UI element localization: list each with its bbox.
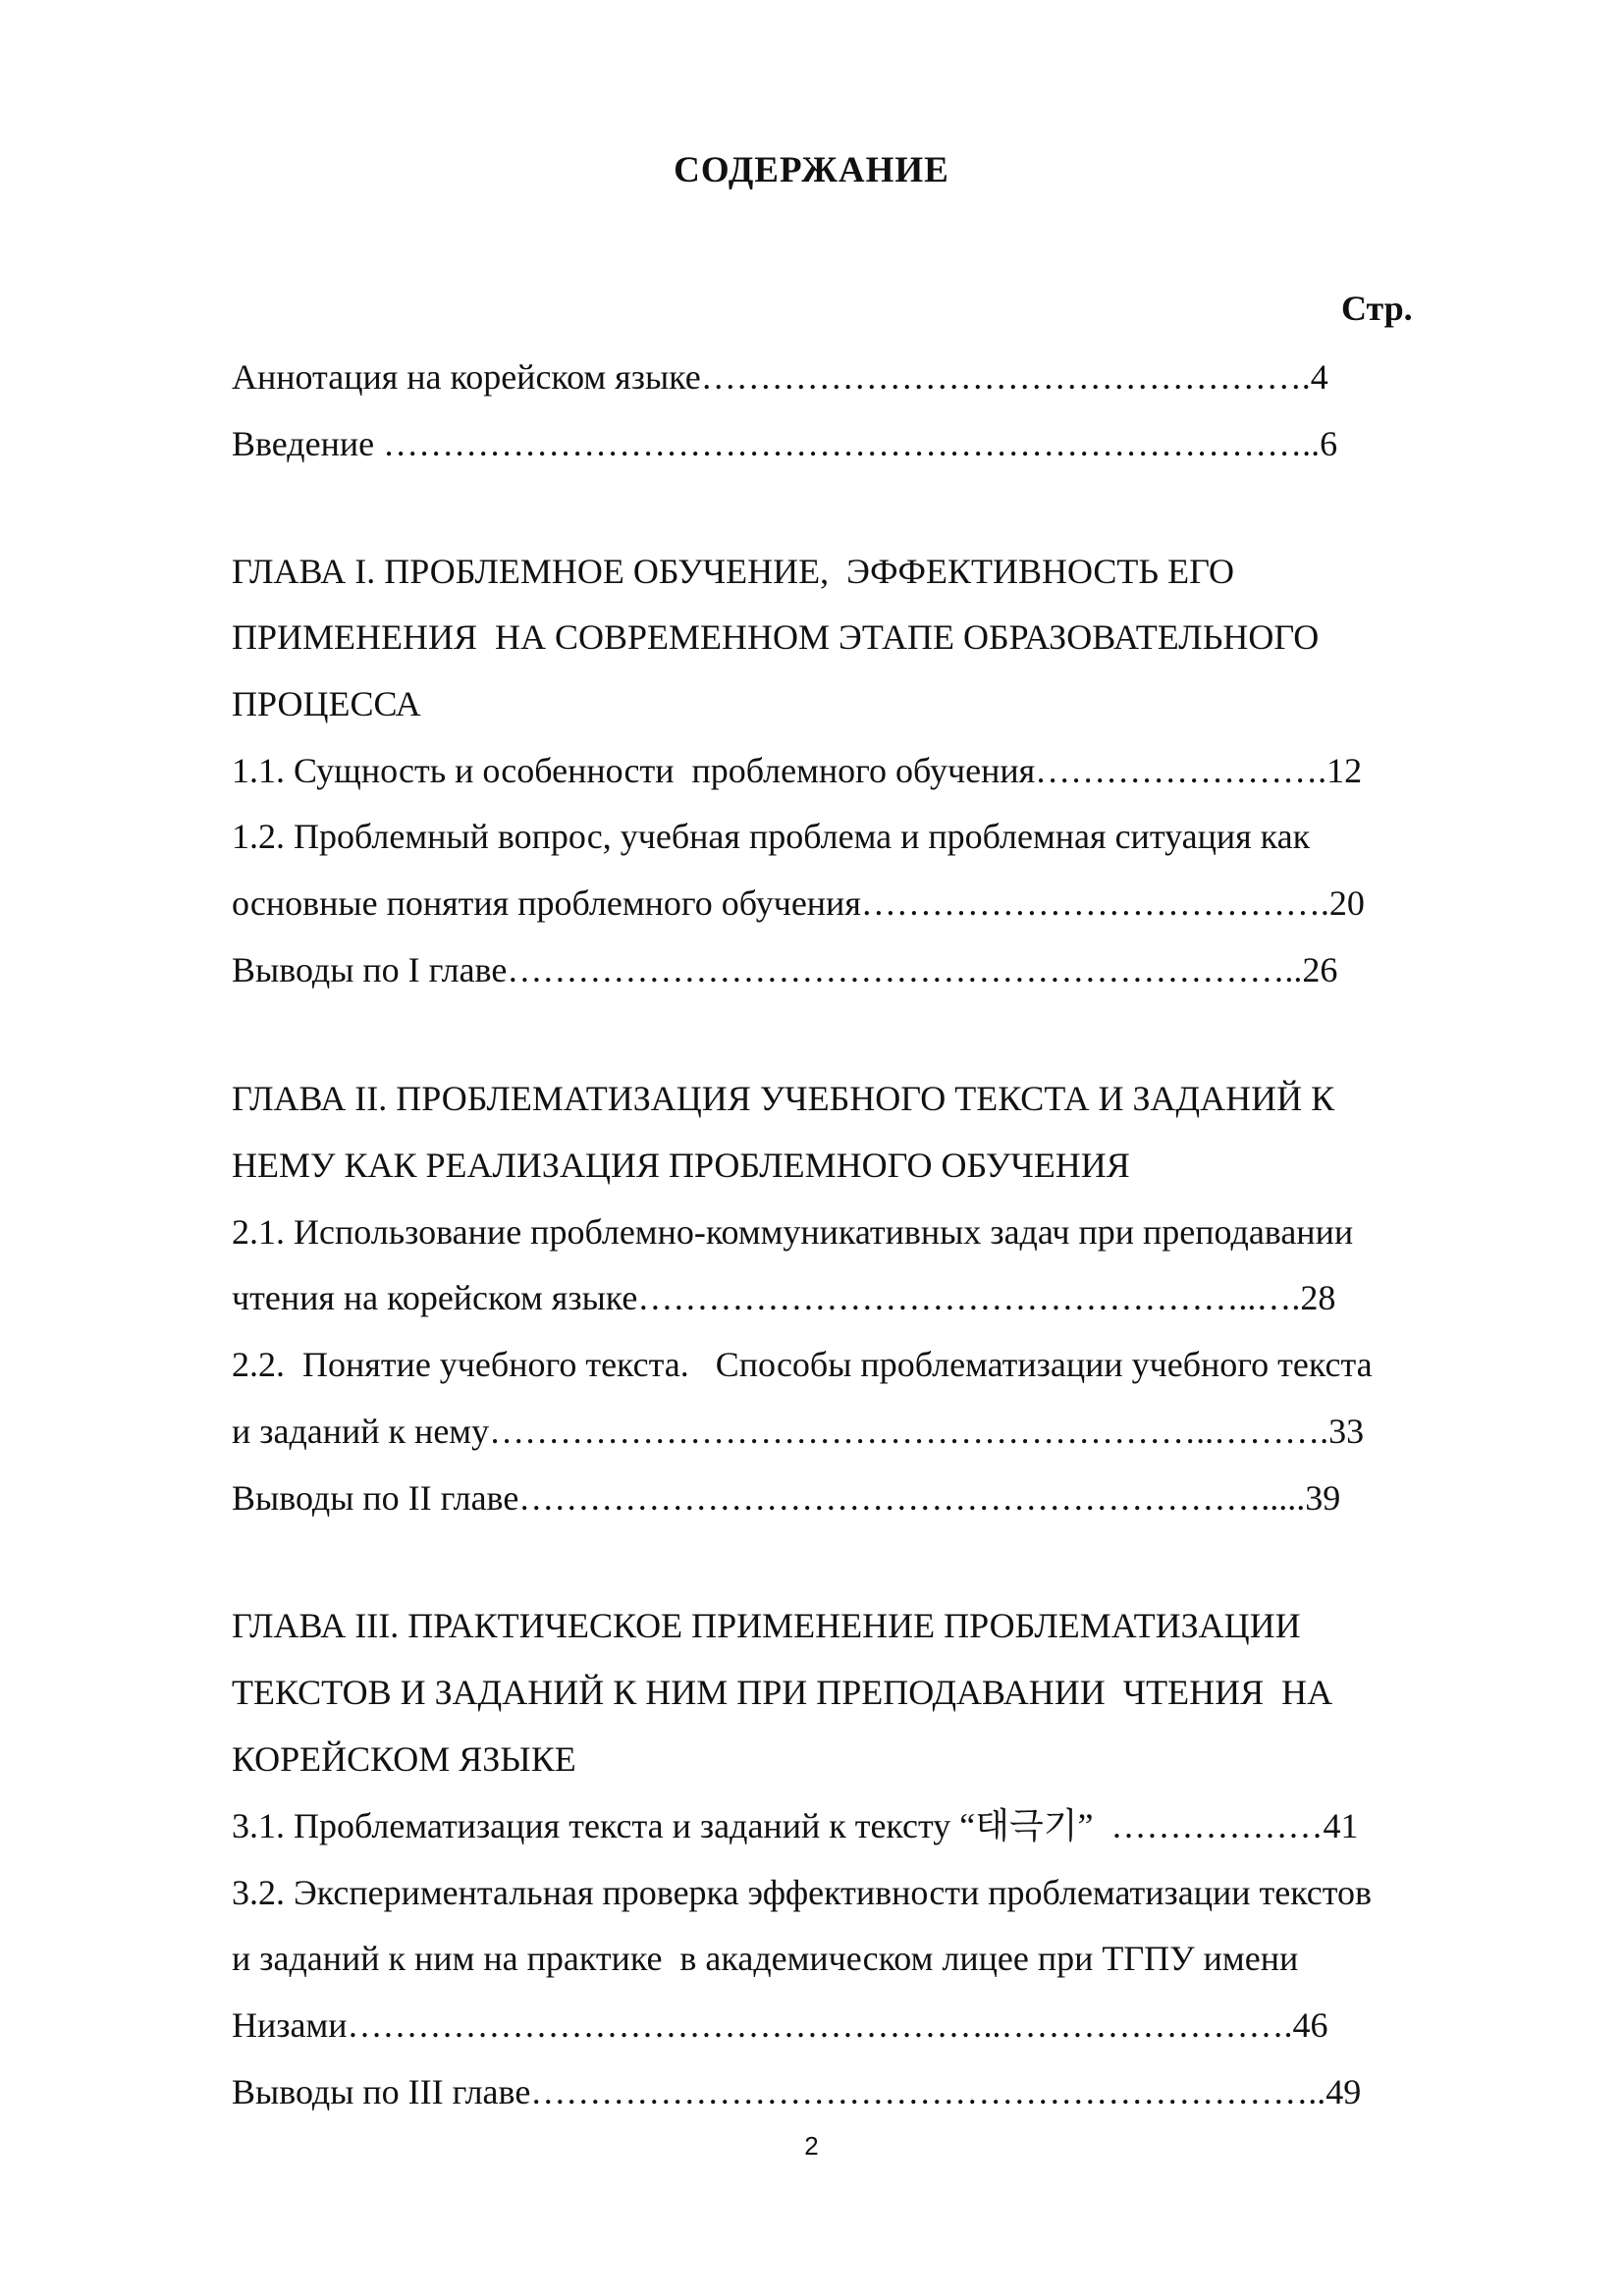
toc-entry-1-1: 1.1. Сущность и особенности проблемного обучения…………………….12: [232, 751, 1363, 790]
page-column-label: Стр.: [1341, 289, 1413, 328]
toc-chapter-1-heading: ГЛАВА I. ПРОБЛЕМНОЕ ОБУЧЕНИЕ, ЭФФЕКТИВНОСТЬ ЕГО: [232, 552, 1234, 591]
toc-chapter-1-heading: ПРОЦЕССА: [232, 684, 421, 723]
page-title: СОДЕРЖАНИЕ: [674, 150, 949, 190]
toc-entry-2-1: чтения на корейском языке……………………………………………..….28: [232, 1278, 1336, 1317]
toc-entry-2-1: 2.1. Использование проблемно-коммуникативных задач при преподавании: [232, 1212, 1354, 1252]
toc-entry-3-2: и заданий к ним на практике в академическом лицее при ТГПУ имени: [232, 1939, 1299, 1978]
toc-entry-3-1: 3.1. Проблематизация текста и заданий к тексту “태극기” ………………41: [232, 1806, 1359, 1845]
page-number: 2: [804, 2131, 819, 2161]
toc-entry-3-2: Низами………………………………………………..…………………….46: [232, 2005, 1328, 2045]
toc-chapter-1-heading: ПРИМЕНЕНИЯ НА СОВРЕМЕННОМ ЭТАПЕ ОБРАЗОВАТЕЛЬНОГО: [232, 617, 1320, 657]
toc-chapter-3-heading: ГЛАВА III. ПРАКТИЧЕСКОЕ ПРИМЕНЕНИЕ ПРОБЛЕМАТИЗАЦИИ: [232, 1606, 1301, 1645]
toc-entry-2-2: 2.2. Понятие учебного текста. Способы проблематизации учебного текста: [232, 1345, 1373, 1384]
toc-chapter-3-heading: КОРЕЙСКОМ ЯЗЫКЕ: [232, 1739, 576, 1779]
toc-entry-conclusions-2: Выводы по II главе……………………………………………………….....39: [232, 1478, 1341, 1518]
toc-entry-1-2: основные понятия проблемного обучения………………………………….20: [232, 883, 1365, 923]
toc-entry-introduction: Введение ……………………………………………………………………..6: [232, 424, 1338, 463]
toc-entry-2-2: и заданий к нему……………………………………………………..……….33: [232, 1412, 1365, 1451]
toc-chapter-2-heading: НЕМУ КАК РЕАЛИЗАЦИЯ ПРОБЛЕМНОГО ОБУЧЕНИЯ: [232, 1146, 1130, 1185]
toc-entry-1-2: 1.2. Проблемный вопрос, учебная проблема и проблемная ситуация как: [232, 817, 1311, 856]
toc-entry-conclusions-3: Выводы по III главе…………………………………………………………..49: [232, 2072, 1362, 2111]
toc-chapter-3-heading: ТЕКСТОВ И ЗАДАНИЙ К НИМ ПРИ ПРЕПОДАВАНИИ ЧТЕНИЯ НА: [232, 1673, 1333, 1712]
toc-entry-annotation: Аннотация на корейском языке…………………………………………….4: [232, 357, 1328, 397]
toc-chapter-2-heading: ГЛАВА II. ПРОБЛЕМАТИЗАЦИЯ УЧЕБНОГО ТЕКСТА И ЗАДАНИЙ К: [232, 1079, 1335, 1118]
toc-entry-conclusions-1: Выводы по I главе…………………………………………………………..26: [232, 950, 1338, 989]
toc-entry-3-2: 3.2. Экспериментальная проверка эффективности проблематизации текстов: [232, 1873, 1373, 1912]
